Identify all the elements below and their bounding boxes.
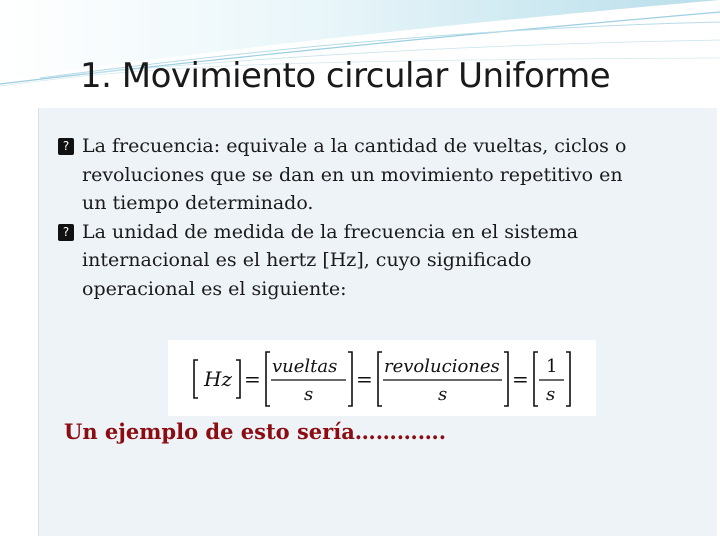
bracket-left	[194, 360, 198, 398]
bullet-line: un tiempo determinado.	[82, 192, 314, 214]
bullet-marker-icon: ?	[58, 224, 74, 241]
term3-numerator: 1	[546, 356, 558, 377]
formula-equals: =	[244, 367, 261, 391]
bracket-left	[266, 352, 270, 406]
bracket-left	[378, 352, 382, 406]
bullet-marker-icon: ?	[58, 138, 74, 155]
term2-numerator: revoluciones	[384, 356, 500, 377]
bracket-right	[566, 352, 570, 406]
bracket-left	[534, 352, 538, 406]
bullet-line: operacional es el siguiente:	[82, 277, 347, 300]
bracket-right	[504, 352, 508, 406]
bullet-line: revoluciones que se dan en un movimiento repetitivo en	[82, 163, 623, 186]
bullet-list	[58, 132, 698, 303]
formula-equals: =	[512, 367, 529, 391]
hertz-formula	[168, 340, 596, 416]
bracket-right	[348, 352, 352, 406]
term3-denominator: s	[546, 384, 556, 405]
bracket-right	[236, 360, 240, 398]
formula-equals: =	[356, 367, 373, 391]
term1-numerator: vueltas	[272, 356, 338, 377]
bullet-line: La frecuencia: equivale a la cantidad de vueltas, ciclos o	[82, 135, 627, 157]
bullet-line: La unidad de medida de la frecuencia en el sistema	[82, 220, 579, 243]
bullet-line: internacional es el hertz [Hz], cuyo significado	[82, 249, 532, 271]
example-text: Un ejemplo de esto sería………….	[64, 419, 447, 444]
bullet-frequency-definition	[58, 132, 698, 218]
formula-lhs: Hz	[204, 367, 232, 391]
slide-title: 1. Movimiento circular Uniforme	[80, 56, 611, 96]
bullet-unit-hertz	[58, 218, 698, 304]
term1-denominator: s	[304, 384, 314, 405]
term2-denominator: s	[438, 384, 448, 405]
